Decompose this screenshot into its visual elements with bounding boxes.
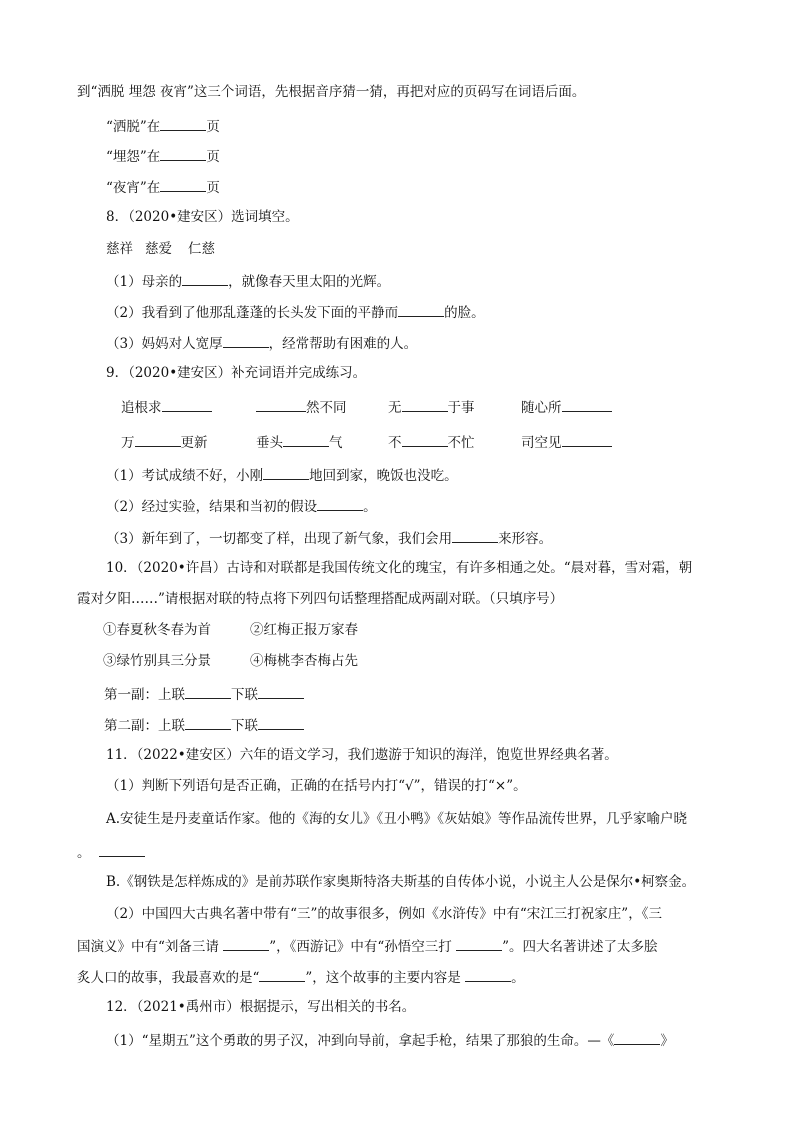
answer-blank[interactable] bbox=[317, 496, 363, 511]
q11-sub-2-line-3 bbox=[77, 967, 525, 987]
q11-sub-2-line-2-a: 国演义》中有“刘备三请 bbox=[77, 939, 224, 955]
q9-word-6-pre: 垂头 bbox=[256, 435, 283, 451]
q11-sub-1: （1）判断下列语句是否正确，正确的在括号内打“√”，错误的打“×”。 bbox=[106, 778, 527, 794]
answer-blank[interactable] bbox=[185, 715, 231, 730]
q9-word-1-pre: 追根求 bbox=[121, 400, 162, 416]
answer-blank[interactable] bbox=[283, 432, 329, 447]
q8-item-2 bbox=[106, 302, 485, 322]
q11-a-line-2-text: 。 bbox=[77, 845, 91, 861]
q9-word-2 bbox=[256, 397, 347, 417]
q11-sub-2-line-3-b: ”，这个故事的主要内容是 bbox=[305, 970, 466, 986]
q7-row-1-post: 页 bbox=[206, 119, 220, 135]
q11-a-line-1: A.安徒生是丹麦童话作家。他的《海的女儿》《丑小鸭》《灰姑娘》等作品流传世界，几乎家喻户晓 bbox=[106, 811, 688, 827]
q11-sub-2-line-2-b: ”，《西游记》中有“孙悟空三打 bbox=[269, 939, 457, 955]
q9-word-1 bbox=[121, 397, 212, 417]
q8-item-3-post: ，经常帮助有困难的人。 bbox=[268, 336, 418, 352]
q9-word-2-post: 然不同 bbox=[306, 400, 347, 416]
q10-pair-1-lower-label: 下联 bbox=[231, 687, 258, 703]
answer-blank[interactable] bbox=[456, 936, 502, 951]
q10-pair-2 bbox=[104, 715, 304, 735]
q9-word-3-post: 于事 bbox=[447, 400, 475, 416]
q7-row-1-pre: “洒脱”在 bbox=[106, 119, 161, 135]
q10-pair-2-lower-label: 下联 bbox=[231, 718, 258, 734]
q9-word-6 bbox=[256, 432, 343, 452]
answer-blank[interactable] bbox=[465, 967, 511, 982]
answer-blank[interactable] bbox=[258, 684, 304, 699]
q9-word-8-pre: 司空见 bbox=[521, 435, 562, 451]
q11-a-line-2 bbox=[77, 842, 145, 862]
answer-blank[interactable] bbox=[263, 465, 309, 480]
q8-choice-3: 仁慈 bbox=[188, 241, 215, 257]
q7-row-2 bbox=[106, 146, 220, 166]
q9-item-2 bbox=[106, 496, 377, 516]
q9-header: 9．（2020•建安区）补充词语并完成练习。 bbox=[106, 365, 367, 381]
q11-sub-2-line-3-c: 。 bbox=[511, 970, 525, 986]
answer-blank[interactable] bbox=[160, 146, 206, 161]
q8-item-2-post: 的脸。 bbox=[444, 305, 485, 321]
intro-line: 到“洒脱 埋怨 夜宵”这三个词语，先根据音序猜一猜，再把对应的页码写在词语后面。 bbox=[77, 84, 586, 100]
q9-word-5-pre: 万 bbox=[121, 435, 135, 451]
answer-blank[interactable] bbox=[256, 397, 306, 412]
answer-blank[interactable] bbox=[452, 528, 498, 543]
answer-blank[interactable] bbox=[398, 302, 444, 317]
q8-header: 8．（2020•建安区）选词填空。 bbox=[106, 209, 299, 225]
q9-word-5 bbox=[121, 432, 208, 452]
q8-item-2-pre: （2）我看到了他那乱蓬蓬的长头发下面的平静而 bbox=[106, 305, 399, 321]
answer-blank[interactable] bbox=[162, 397, 212, 412]
q8-choices bbox=[106, 240, 215, 258]
answer-blank[interactable] bbox=[160, 177, 206, 192]
q10-pair-1 bbox=[104, 684, 304, 704]
answer-blank[interactable] bbox=[135, 432, 181, 447]
q12-header: 12．（2021•禹州市）根据提示，写出相关的书名。 bbox=[106, 999, 416, 1015]
q11-b-line: B.《钢铁是怎样炼成的》是前苏联作家奥斯特洛夫斯基的自传体小说，小说主人公是保尔•柯察金。 bbox=[106, 874, 696, 890]
q10-option-1: ①春夏秋冬春为首 bbox=[103, 622, 211, 638]
q9-word-7-post: 不忙 bbox=[447, 435, 475, 451]
q12-sub-1-text: （1）“星期五”这个勇敢的男子汉，冲到向导前，拿起手枪，结果了那狼的生命。—《 bbox=[106, 1033, 615, 1049]
q8-choice-1: 慈祥 bbox=[106, 241, 133, 257]
answer-blank[interactable] bbox=[182, 271, 228, 286]
q9-word-4 bbox=[521, 397, 612, 417]
q7-row-3-pre: “夜宵”在 bbox=[106, 180, 161, 196]
q9-word-8 bbox=[521, 432, 612, 452]
q11-sub-2-line-2 bbox=[77, 936, 657, 956]
q11-sub-2-line-3-a: 炙人口的故事，我最喜欢的是“ bbox=[77, 970, 260, 986]
q9-word-5-post: 更新 bbox=[180, 435, 208, 451]
q8-choice-2: 慈爱 bbox=[145, 241, 172, 257]
q8-item-3 bbox=[106, 333, 417, 353]
q8-item-3-pre: （3）妈妈对人宽厚 bbox=[106, 336, 223, 352]
q9-item-3 bbox=[106, 528, 552, 548]
answer-blank[interactable] bbox=[223, 333, 269, 348]
answer-blank[interactable] bbox=[160, 116, 206, 131]
q10-option-4: ④梅桃李杏梅占先 bbox=[250, 653, 358, 669]
q7-row-2-post: 页 bbox=[206, 149, 220, 165]
q10-pair-2-upper-label: 第二副：上联 bbox=[104, 718, 185, 734]
q9-item-1-pre: （1）考试成绩不好，小刚 bbox=[106, 468, 264, 484]
q11-header: 11．（2022•建安区）六年的语文学习，我们遨游于知识的海洋，饱览世界经典名著。 bbox=[106, 747, 618, 763]
q9-word-7-pre: 不 bbox=[388, 435, 402, 451]
q10-option-3: ③绿竹别具三分景 bbox=[103, 653, 211, 669]
q9-item-1-post: 地回到家，晚饭也没吃。 bbox=[309, 468, 458, 484]
q7-row-3-post: 页 bbox=[206, 180, 220, 196]
q10-pair-1-upper-label: 第一副：上联 bbox=[104, 687, 185, 703]
answer-blank[interactable] bbox=[185, 684, 231, 699]
q12-sub-1 bbox=[106, 1030, 674, 1050]
q7-row-2-pre: “埋怨”在 bbox=[106, 149, 161, 165]
answer-blank[interactable] bbox=[562, 432, 612, 447]
answer-blank[interactable] bbox=[402, 432, 448, 447]
answer-blank[interactable] bbox=[614, 1030, 660, 1045]
answer-blank[interactable] bbox=[402, 397, 448, 412]
q8-item-1-pre: （1）母亲的 bbox=[106, 274, 183, 290]
q9-word-6-post: 气 bbox=[329, 435, 343, 451]
q9-item-2-pre: （2）经过实验，结果和当初的假设 bbox=[106, 499, 318, 515]
q11-sub-2-line-2-c: ”。四大名著讲述了太多脍 bbox=[502, 939, 658, 955]
q9-item-3-post: 来形容。 bbox=[498, 531, 553, 547]
q10-option-2: ②红梅正报万家春 bbox=[250, 622, 358, 638]
q9-word-4-pre: 随心所 bbox=[521, 400, 562, 416]
q10-header-line-1: 10．（2020•许昌）古诗和对联都是我国传统文化的瑰宝，有许多相通之处。“晨对暮，雪对霜，朝 bbox=[106, 560, 693, 576]
q8-item-1 bbox=[106, 271, 390, 291]
answer-blank[interactable] bbox=[259, 967, 305, 982]
q9-item-2-post: 。 bbox=[363, 499, 377, 515]
answer-blank[interactable] bbox=[223, 936, 269, 951]
answer-blank[interactable] bbox=[258, 715, 304, 730]
q9-item-3-pre: （3）新年到了，一切都变了样，出现了新气象，我们会用 bbox=[106, 531, 453, 547]
q9-word-3 bbox=[388, 397, 475, 417]
q7-row-3 bbox=[106, 177, 220, 197]
q9-item-1 bbox=[106, 465, 458, 485]
q7-row-1 bbox=[106, 116, 220, 136]
answer-blank[interactable] bbox=[99, 842, 145, 857]
q9-word-7 bbox=[388, 432, 475, 452]
answer-blank[interactable] bbox=[562, 397, 612, 412]
q9-word-3-pre: 无 bbox=[388, 400, 402, 416]
q12-sub-1-close: 》 bbox=[660, 1033, 674, 1049]
q11-sub-2-line-1: （2）中国四大古典名著中带有“三”的故事很多，例如《水浒传》中有“宋江三打祝家庄”，《三 bbox=[106, 906, 662, 922]
q10-header-line-2: 霞对夕阳……”请根据对联的特点将下列四句话整理搭配成两副对联。（只填序号） bbox=[77, 591, 564, 607]
q8-item-1-post: ，就像春天里太阳的光辉。 bbox=[228, 274, 391, 290]
